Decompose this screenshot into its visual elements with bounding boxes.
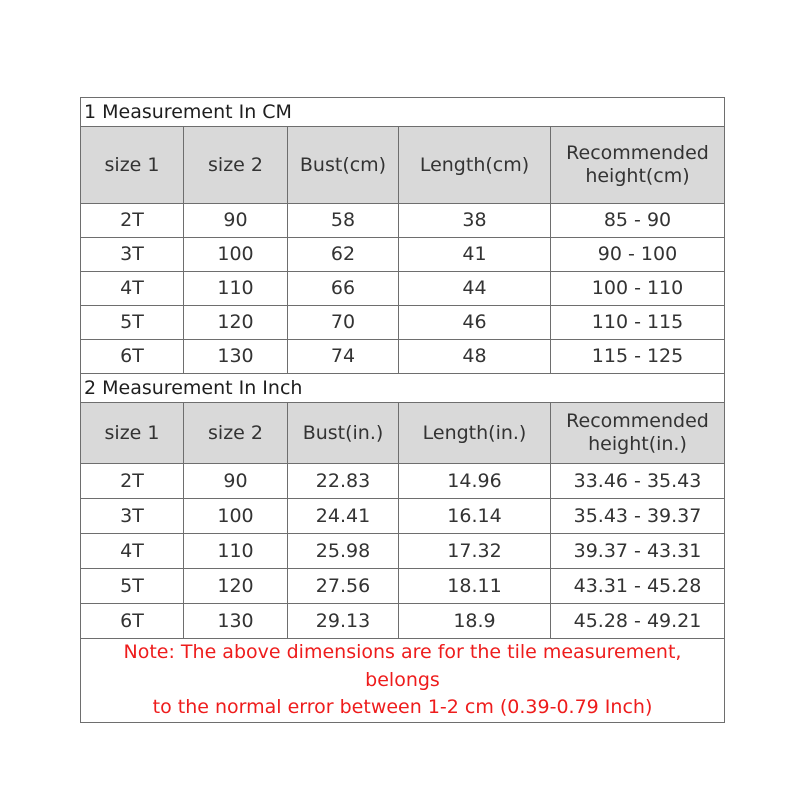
table-row (81, 464, 725, 499)
cell: 3T (81, 238, 184, 272)
cell: 4T (81, 534, 184, 569)
cell: 100 - 110 (551, 272, 725, 306)
cm-section-title-row (81, 98, 725, 127)
cell: 18.9 (399, 604, 551, 639)
cell: 130 (184, 340, 288, 374)
cell: 100 (184, 238, 288, 272)
inch-section-title: 2 Measurement In Inch (81, 374, 725, 403)
cell: 74 (288, 340, 399, 374)
cell: 110 (184, 272, 288, 306)
inch-header-bust: Bust(in.) (288, 403, 399, 464)
cell: 24.41 (288, 499, 399, 534)
cm-header-bust: Bust(cm) (288, 127, 399, 204)
cell: 18.11 (399, 569, 551, 604)
size-chart-table (80, 97, 725, 723)
cell: 58 (288, 204, 399, 238)
cell: 110 (184, 534, 288, 569)
cell: 48 (399, 340, 551, 374)
cell: 4T (81, 272, 184, 306)
table-row (81, 604, 725, 639)
cm-header-height: Recommended height(cm) (551, 127, 725, 204)
table-row (81, 204, 725, 238)
cell: 90 - 100 (551, 238, 725, 272)
cell: 90 (184, 204, 288, 238)
cell: 44 (399, 272, 551, 306)
cell: 5T (81, 569, 184, 604)
cell: 35.43 - 39.37 (551, 499, 725, 534)
cell: 5T (81, 306, 184, 340)
inch-header-size2: size 2 (184, 403, 288, 464)
cell: 2T (81, 204, 184, 238)
cell: 2T (81, 464, 184, 499)
cm-header-length: Length(cm) (399, 127, 551, 204)
cm-header-row (81, 127, 725, 204)
cell: 45.28 - 49.21 (551, 604, 725, 639)
cell: 43.31 - 45.28 (551, 569, 725, 604)
cell: 130 (184, 604, 288, 639)
cell: 66 (288, 272, 399, 306)
inch-section-title-row (81, 374, 725, 403)
cell: 110 - 115 (551, 306, 725, 340)
table-row (81, 569, 725, 604)
cell: 90 (184, 464, 288, 499)
table-row (81, 340, 725, 374)
cell: 16.14 (399, 499, 551, 534)
cell: 41 (399, 238, 551, 272)
cell: 22.83 (288, 464, 399, 499)
cell: 70 (288, 306, 399, 340)
cm-header-size2: size 2 (184, 127, 288, 204)
cell: 29.13 (288, 604, 399, 639)
cm-header-size1: size 1 (81, 127, 184, 204)
table-row (81, 272, 725, 306)
cell: 62 (288, 238, 399, 272)
table-row (81, 306, 725, 340)
measurement-note (81, 639, 725, 723)
table-row (81, 238, 725, 272)
table-row (81, 534, 725, 569)
cell: 6T (81, 604, 184, 639)
cell: 27.56 (288, 569, 399, 604)
inch-header-size1: size 1 (81, 403, 184, 464)
inch-header-row (81, 403, 725, 464)
cell: 25.98 (288, 534, 399, 569)
cm-section-title: 1 Measurement In CM (81, 98, 725, 127)
cell: 100 (184, 499, 288, 534)
note-row (81, 639, 725, 723)
table-row (81, 499, 725, 534)
cell: 6T (81, 340, 184, 374)
cell: 120 (184, 306, 288, 340)
note-line-2: to the normal error between 1-2 cm (0.39-0.79 Inch) (152, 696, 653, 719)
inch-header-height: Recommended height(in.) (551, 403, 725, 464)
cell: 39.37 - 43.31 (551, 534, 725, 569)
cell: 38 (399, 204, 551, 238)
cell: 3T (81, 499, 184, 534)
cell: 120 (184, 569, 288, 604)
cell: 85 - 90 (551, 204, 725, 238)
cell: 33.46 - 35.43 (551, 464, 725, 499)
cell: 46 (399, 306, 551, 340)
note-line-1: Note: The above dimensions are for the tile measurement, belongs (123, 641, 682, 691)
inch-header-length: Length(in.) (399, 403, 551, 464)
cell: 115 - 125 (551, 340, 725, 374)
cell: 14.96 (399, 464, 551, 499)
cell: 17.32 (399, 534, 551, 569)
